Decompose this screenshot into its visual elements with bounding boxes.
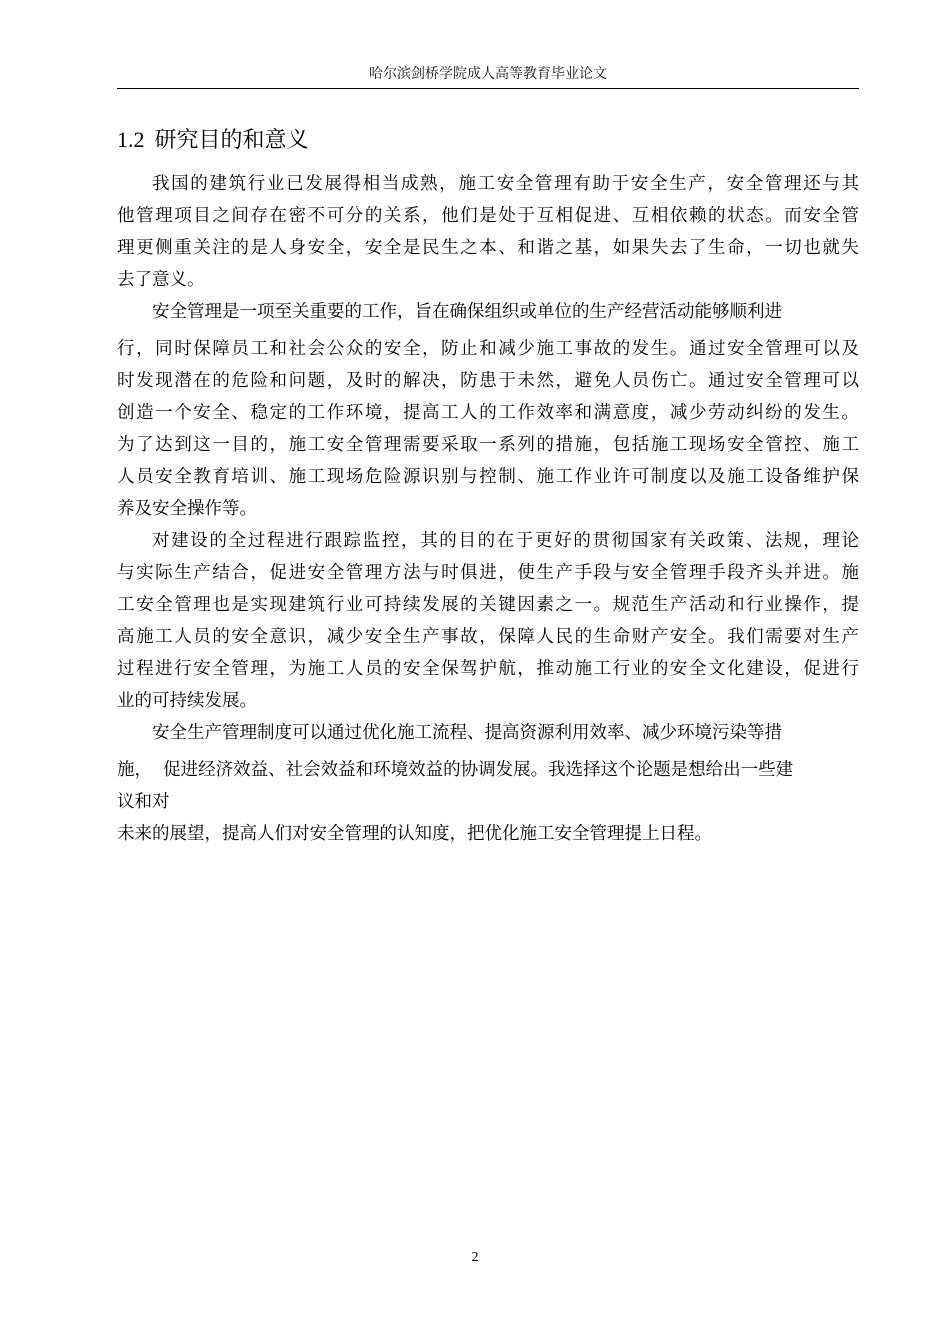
text-line: 安全管理是一项至关重要的工作，旨在确保组织或单位的生产经营活动能够顺利进 [152,302,782,322]
text-line: 工安全管理也是实现建筑行业可持续发展的关键因素之一。规范生产活动和行业操作，提 [117,595,859,615]
text-line: 人员安全教育培训、施工现场危险源识别与控制、施工作业许可制度以及施工设备维护保 [117,467,859,487]
text-line: 与实际生产结合，促进安全管理方法与时俱进，使生产手段与安全管理手段齐头并进。施 [117,563,859,583]
text-line: 过程进行安全管理，为施工人员的安全保驾护航，推动施工行业的安全文化建设，促进行 [117,659,859,679]
running-header: 哈尔滨剑桥学院成人高等教育毕业论文 [369,66,607,82]
text-line: 高施工人员的安全意识，减少安全生产事故，保障人民的生命财产安全。我们需要对生产 [117,627,859,647]
text-line: 时发现潜在的危险和问题，及时的解决，防患于未然，避免人员伤亡。通过安全管理可以 [117,371,859,391]
text-line: 行，同时保障员工和社会公众的安全，防止和减少施工事故的发生。通过安全管理可以及 [117,339,859,359]
header-divider [117,88,859,89]
text-line: 未来的展望，提高人们对安全管理的认知度，把优化施工安全管理提上日程。 [117,824,712,844]
text-line: 业的可持续发展。 [117,691,257,711]
page-number: 2 [471,1250,479,1265]
section-title-text: 研究目的和意义 [154,128,309,153]
text-line: 创造一个安全、稳定的工作环境，提高工人的工作效率和满意度，减少劳动纠纷的发生。 [117,403,859,423]
text-line: 为了达到这一目的，施工安全管理需要采取一系列的措施，包括施工现场安全管控、施工 [117,435,859,455]
text-line: 安全生产管理制度可以通过优化施工流程、提高资源利用效率、减少环境污染等措 [152,723,782,743]
text-line: 去了意义。 [117,270,205,290]
text-line: 养及安全操作等。 [117,499,257,519]
section-heading [117,125,309,156]
text-line: 我国的建筑行业已发展得相当成熟，施工安全管理有助于安全生产，安全管理还与其 [152,174,859,194]
text-line: 他管理项目之间存在密不可分的关系，他们是处于互相促进、互相依赖的状态。而安全管 [117,206,859,226]
text-line: 议和对 [117,792,170,812]
text-line: 施， 促进经济效益、社会效益和环境效益的协调发展。我选择这个论题是想给出一些建 [117,760,794,780]
section-number: 1.2 [117,127,145,152]
text-line: 理更侧重关注的是人身安全，安全是民生之本、和谐之基，如果失去了生命，一切也就失 [117,238,859,258]
text-line: 对建设的全过程进行跟踪监控，其的目的在于更好的贯彻国家有关政策、法规，理论 [152,531,859,551]
body-text [117,168,859,850]
